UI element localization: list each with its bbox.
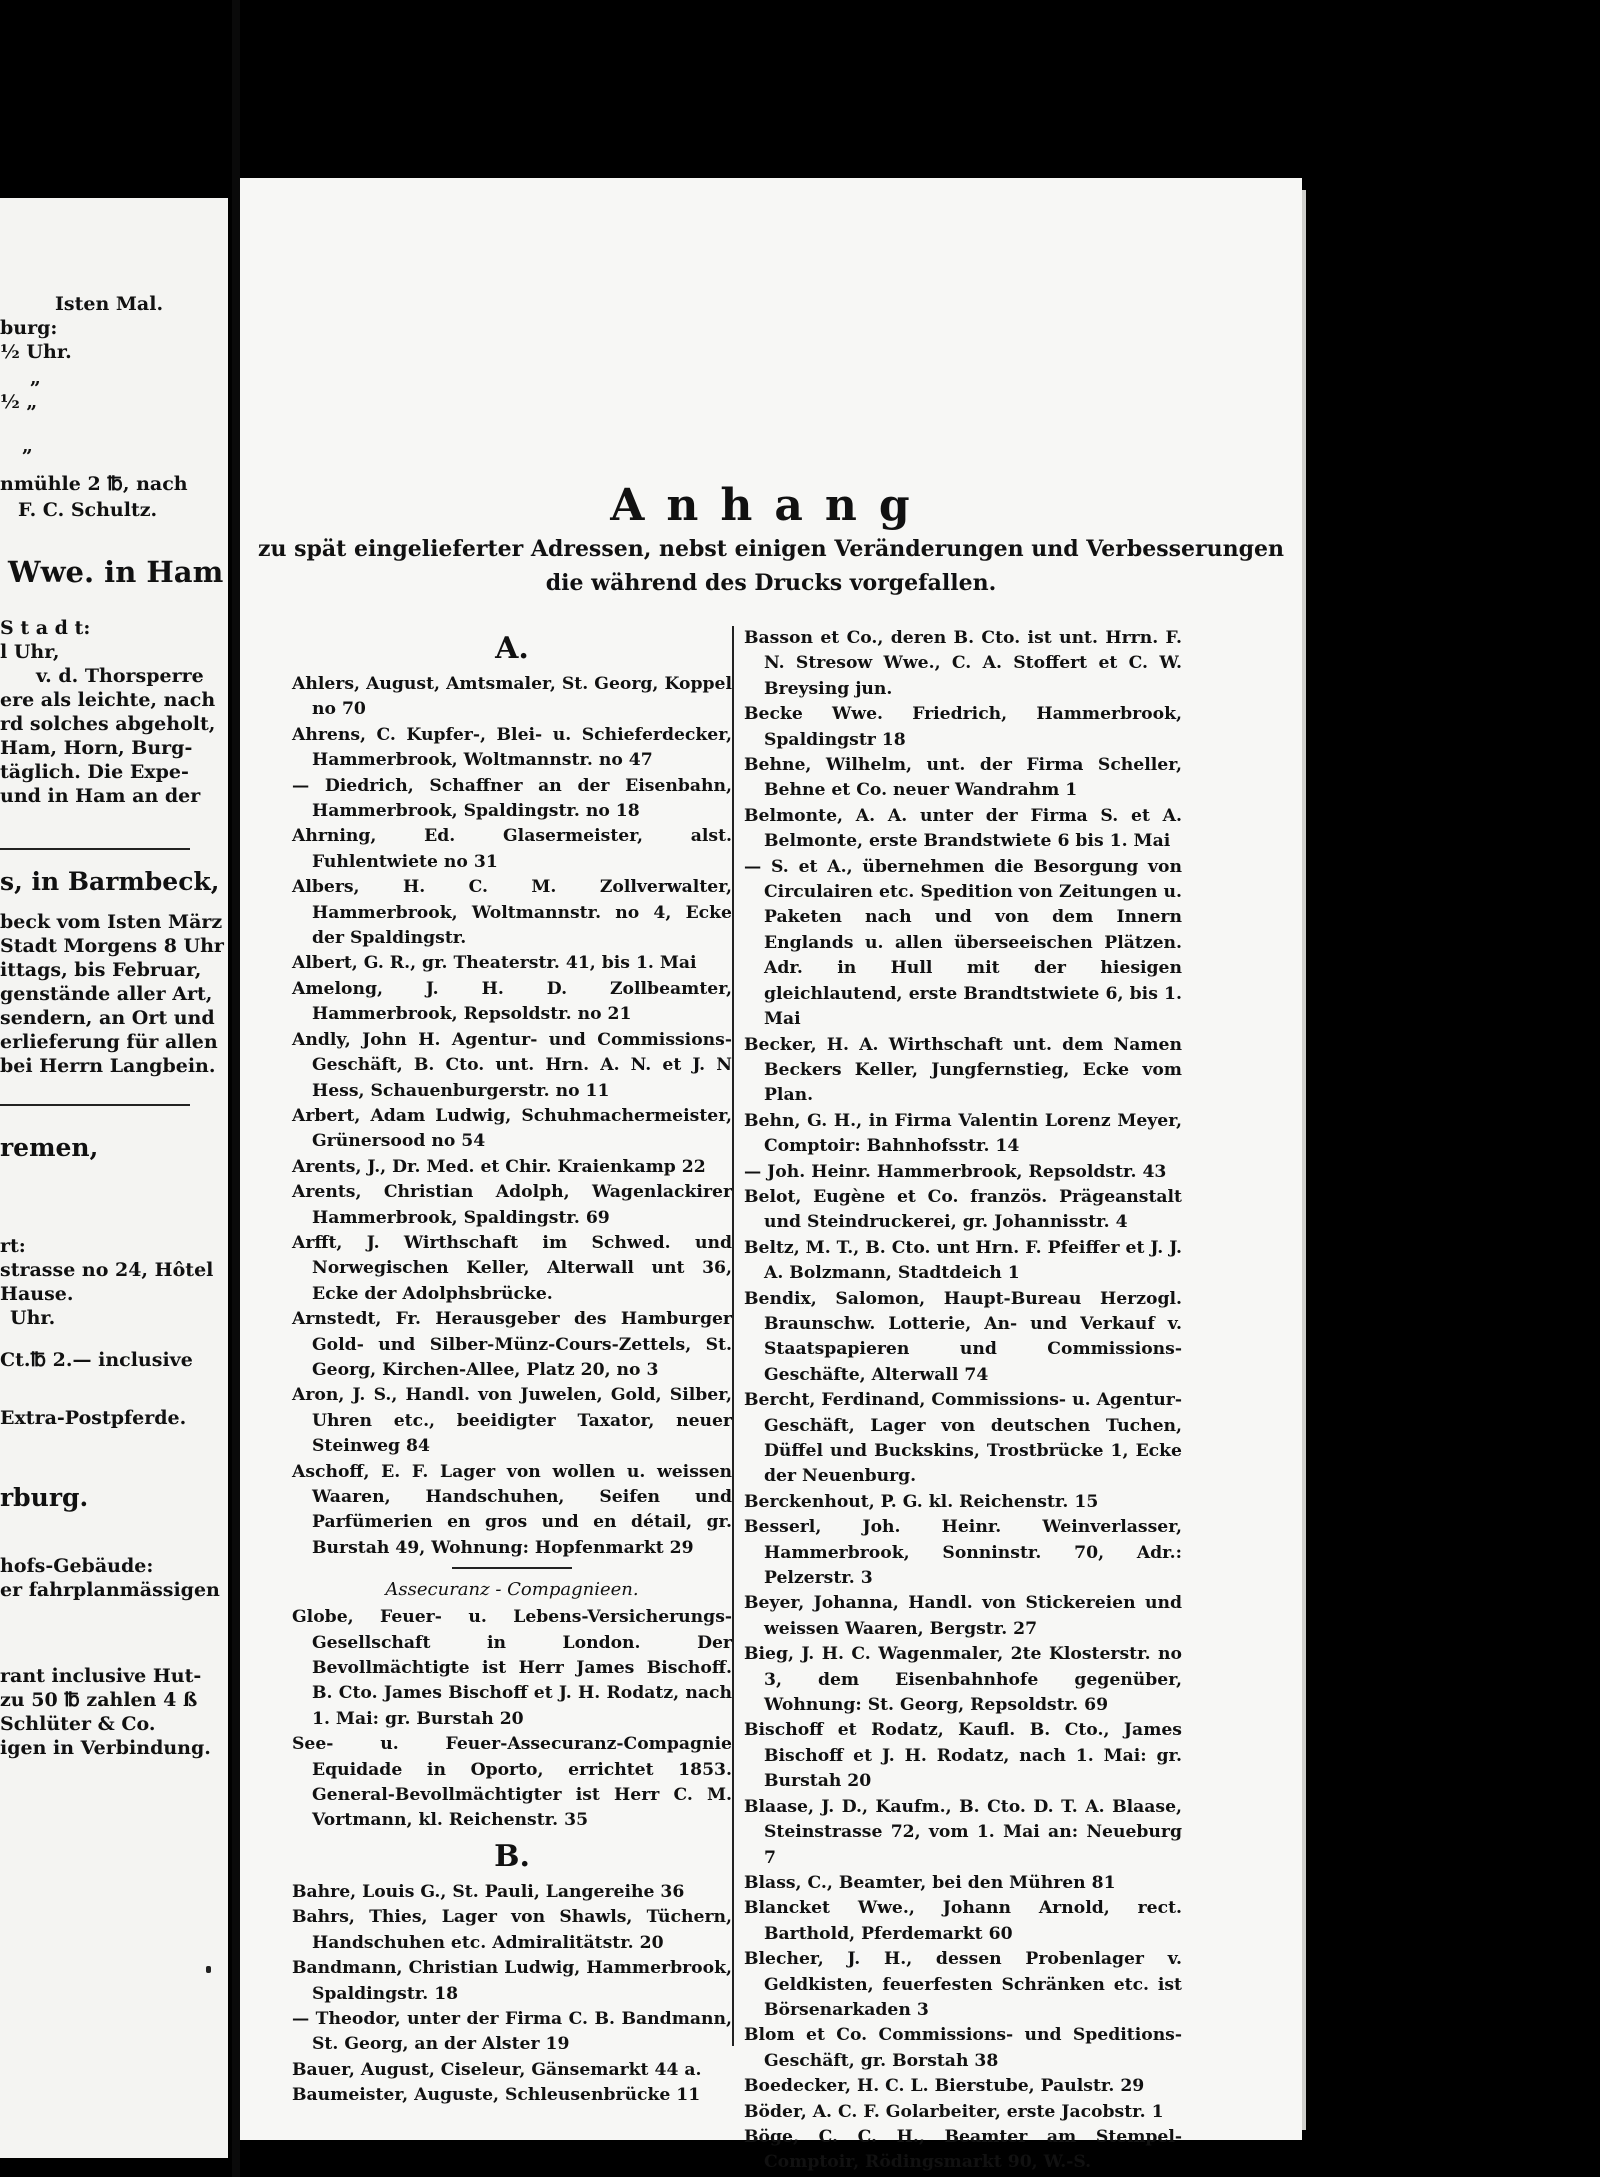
address-entry: See- u. Feuer-Assecuranz-Compagnie Equidade in Oporto, errichtet 1853. General-Bevollmächtigter ist Herr C. M. Vortmann, kl. Reichenstr. 35 bbox=[292, 1734, 732, 1831]
left-line: ittags, bis Februar, bbox=[0, 959, 202, 981]
address-entry: Bandmann, Christian Ludwig, Hammerbrook, Spaldingstr. 18 bbox=[292, 1958, 732, 2004]
address-entry: Arfft, J. Wirthschaft im Schwed. und Norwegischen Keller, Alterwall unt 36, Ecke der Adolphsbrücke. bbox=[292, 1232, 732, 1304]
section-title-assecuranz: Assecuranz - Compagnieen. bbox=[385, 1579, 639, 1601]
left-line: F. C. Schultz. bbox=[18, 499, 158, 521]
address-entry: Ahlers, August, Amtsmaler, St. Georg, Koppel no 70 bbox=[292, 674, 732, 720]
left-line: Ham, Horn, Burg- bbox=[0, 737, 193, 759]
left-line: beck vom Isten März bbox=[0, 911, 223, 933]
left-line: er fahrplanmässigen bbox=[0, 1579, 220, 1601]
left-line: und in Ham an der bbox=[0, 785, 201, 807]
address-entry: Berckenhout, P. G. kl. Reichenstr. 15 bbox=[744, 1491, 1099, 1512]
address-entry: Blaase, J. D., Kaufm., B. Cto. D. T. A. Blaase, Steinstrasse 72, vom 1. Mai an: Neueburg 7 bbox=[744, 1796, 1182, 1868]
left-line: hofs-Gebäude: bbox=[0, 1555, 154, 1577]
address-entry: Becke Wwe. Friedrich, Hammerbrook, Spaldingstr 18 bbox=[744, 704, 1182, 750]
left-line: l Uhr, bbox=[0, 641, 60, 663]
column-left bbox=[292, 626, 732, 2109]
address-entry: Blass, C., Beamter, bei den Mühren 81 bbox=[744, 1872, 1116, 1893]
address-entry: Bieg, J. H. C. Wagenmaler, 2te Klosterstr. no 3, dem Eisenbahnhofe gegenüber, Wohnung: St. Georg, Repsoldstr. 69 bbox=[744, 1644, 1182, 1716]
left-line: Wwe. in Ham bbox=[8, 555, 224, 589]
address-entry: Andly, John H. Agentur- und Commissions-Geschäft, B. Cto. unt. Hrn. A. N. et J. N Hess, Schauenburgerstr. no 11 bbox=[292, 1029, 732, 1101]
address-entry: Bercht, Ferdinand, Commissions- u. Agentur-Geschäft, Lager von deutschen Tuchen, Düffel und Buckskins, Trostbrücke 1, Ecke der Neuenburg. bbox=[744, 1390, 1182, 1487]
address-entry: Blancket Wwe., Johann Arnold, rect. Barthold, Pferdemarkt 60 bbox=[744, 1898, 1182, 1944]
page-subtitle: zu spät eingelieferter Adressen, nebst einigen Veränderungen und Verbesserungen bbox=[258, 536, 1284, 562]
left-page-fragment bbox=[0, 198, 228, 2158]
address-entry: Behne, Wilhelm, unt. der Firma Scheller, Behne et Co. neuer Wandrahm 1 bbox=[744, 755, 1182, 801]
left-line: Isten Mal. bbox=[55, 293, 164, 315]
left-line: nmühle 2 ℔, nach bbox=[0, 473, 188, 495]
address-entry: Albers, H. C. M. Zollverwalter, Hammerbrook, Woltmannstr. no 4, Ecke der Spaldingstr. bbox=[292, 877, 732, 949]
address-entry: Boedecker, H. C. L. Bierstube, Paulstr. 29 bbox=[744, 2076, 1145, 2097]
address-entry: Arents, Christian Adolph, Wagenlackirer Hammerbrook, Spaldingstr. 69 bbox=[292, 1182, 732, 1228]
address-entry: Bahrs, Thies, Lager von Shawls, Tüchern, Handschuhen etc. Admiralitätstr. 20 bbox=[292, 1907, 732, 1953]
left-line: Stadt Morgens 8 Uhr bbox=[0, 935, 224, 957]
address-entry: — Diedrich, Schaffner an der Eisenbahn, Hammerbrook, Spaldingstr. no 18 bbox=[292, 775, 732, 822]
address-entry: — S. et A., übernehmen die Besorgung von Circulairen etc. Spedition von Zeitungen u. Paketen nach und von dem Innern Englands u. allen überseeischen Plätzen. Adr. in Hull mit der hiesigen gleichlautend, erste Brandtstwiete 6, bis 1. Mai bbox=[744, 856, 1182, 1030]
address-entry: Amelong, J. H. D. Zollbeamter, Hammerbrook, Repsoldstr. no 21 bbox=[292, 978, 732, 1025]
address-entry: Bischoff et Rodatz, Kaufl. B. Cto., James Bischoff et J. H. Rodatz, nach 1. Mai: gr. Burstah 20 bbox=[744, 1720, 1182, 1792]
address-entry: Arents, J., Dr. Med. et Chir. Kraienkamp 22 bbox=[292, 1156, 706, 1177]
left-line: burg: bbox=[0, 317, 58, 339]
address-entry: Arbert, Adam Ludwig, Schuhmachermeister, Grünersood no 54 bbox=[292, 1105, 732, 1152]
address-entry: Belmonte, A. A. unter der Firma S. et A. Belmonte, erste Brandstwiete 6 bis 1. Mai bbox=[744, 805, 1182, 852]
address-entry: Globe, Feuer- u. Lebens-Versicherungs-Gesellschaft in London. Der Bevollmächtigte ist Herr James Bischoff. B. Cto. James Bischoff et J. H. Rodatz, nach 1. Mai: gr. Burstah 20 bbox=[292, 1607, 732, 1729]
left-line: Hause. bbox=[0, 1283, 74, 1305]
left-line: rant inclusive Hut- bbox=[0, 1665, 202, 1687]
left-line: rburg. bbox=[0, 1483, 89, 1512]
left-line: täglich. Die Expe- bbox=[0, 761, 189, 783]
left-line: Schlüter & Co. bbox=[0, 1713, 156, 1735]
left-line: „ bbox=[22, 435, 33, 457]
ink-spot bbox=[206, 1966, 211, 1973]
left-line: rt: bbox=[0, 1235, 26, 1257]
address-entry: Basson et Co., deren B. Cto. ist unt. Hrrn. F. N. Stresow Wwe., C. A. Stoffert et C. W. Breysing jun. bbox=[744, 628, 1182, 699]
left-line: genstände aller Art, bbox=[0, 983, 213, 1005]
left-line: remen, bbox=[0, 1133, 99, 1162]
section-heading-a: A. bbox=[495, 631, 529, 666]
divider bbox=[0, 848, 190, 850]
address-entry: — Joh. Heinr. Hammerbrook, Repsoldstr. 43 bbox=[744, 1161, 1167, 1182]
address-entry: Ahrning, Ed. Glasermeister, alst. Fuhlentwiete no 31 bbox=[292, 826, 732, 872]
address-entry: Belot, Eugène et Co. französ. Prägeanstalt und Steindruckerei, gr. Johannisstr. 4 bbox=[744, 1186, 1182, 1233]
divider bbox=[0, 1104, 190, 1106]
right-page bbox=[240, 178, 1302, 2173]
address-entry: Aschoff, E. F. Lager von wollen u. weissen Waaren, Handschuhen, Seifen und Parfümerien en gros und en détail, gr. Burstah 49, Wohnung: Hopfenmarkt 29 bbox=[292, 1461, 732, 1558]
address-entry: Baumeister, Auguste, Schleusenbrücke 11 bbox=[292, 2085, 701, 2106]
gutter bbox=[232, 0, 240, 2177]
divider bbox=[452, 1567, 572, 1569]
left-line: ½ Uhr. bbox=[0, 341, 72, 363]
address-entry: Arnstedt, Fr. Herausgeber des Hamburger Gold- und Silber-Münz-Cours-Zettels, St. Georg, Kirchen-Allee, Platz 20, no 3 bbox=[292, 1309, 732, 1380]
left-line: „ bbox=[30, 367, 41, 389]
left-line: Uhr. bbox=[10, 1307, 56, 1329]
address-entry: Böge, C. C. H., Beamter am Stempel-Comptoir, Rödingsmarkt 90, W.-S. bbox=[744, 2126, 1182, 2173]
page-title: Anhang bbox=[610, 480, 932, 531]
address-entry: Blom et Co. Commissions- und Speditions-Geschäft, gr. Borstah 38 bbox=[744, 2025, 1182, 2071]
left-line: Ct.℔ 2.— inclusive bbox=[0, 1349, 193, 1371]
left-line: S t a d t: bbox=[0, 617, 91, 639]
left-line: ½ „ bbox=[0, 391, 38, 413]
address-entry: Besserl, Joh. Heinr. Weinverlasser, Hammerbrook, Sonninstr. 70, Adr.: Pelzerstr. 3 bbox=[744, 1517, 1182, 1589]
column-divider bbox=[732, 626, 734, 2046]
left-line: igen in Verbindung. bbox=[0, 1737, 211, 1759]
address-entry: Albert, G. R., gr. Theaterstr. 41, bis 1. Mai bbox=[292, 953, 697, 974]
left-line: s, in Barmbeck, bbox=[0, 867, 220, 896]
address-entry: Bahre, Louis G., St. Pauli, Langereihe 36 bbox=[292, 1881, 685, 1902]
left-line: v. d. Thorsperre bbox=[36, 665, 204, 687]
address-entry: Bauer, August, Ciseleur, Gänsemarkt 44 a. bbox=[292, 2059, 702, 2080]
address-entry: Böder, A. C. F. Golarbeiter, erste Jacobstr. 1 bbox=[744, 2101, 1164, 2122]
left-line: erlieferung für allen bbox=[0, 1031, 218, 1053]
left-line: ere als leichte, nach bbox=[0, 689, 216, 711]
address-entry: — Theodor, unter der Firma C. B. Bandmann, St. Georg, an der Alster 19 bbox=[292, 2008, 732, 2055]
section-heading-b: B. bbox=[494, 1838, 530, 1874]
left-line: Extra-Postpferde. bbox=[0, 1407, 187, 1429]
page-subtitle: die während des Drucks vorgefallen. bbox=[545, 570, 997, 596]
left-line: sendern, an Ort und bbox=[0, 1007, 215, 1029]
address-entry: Behn, G. H., in Firma Valentin Lorenz Meyer, Comptoir: Bahnhofsstr. 14 bbox=[744, 1110, 1182, 1157]
left-line: zu 50 ℔ zahlen 4 ß bbox=[0, 1689, 198, 1711]
book-spine bbox=[138, 0, 160, 205]
left-line: bei Herrn Langbein. bbox=[0, 1055, 216, 1077]
left-line: rd solches abgeholt, bbox=[0, 713, 216, 735]
address-entry: Blecher, J. H., dessen Probenlager v. Geldkisten, feuerfesten Schränken etc. ist Börsenarkaden 3 bbox=[744, 1949, 1182, 2020]
address-entry: Aron, J. S., Handl. von Juwelen, Gold, Silber, Uhren etc., beeidigter Taxator, neuer Steinweg 84 bbox=[292, 1385, 732, 1457]
left-line: strasse no 24, Hôtel bbox=[0, 1259, 214, 1281]
address-entry: Ahrens, C. Kupfer-, Blei- u. Schieferdecker, Hammerbrook, Woltmannstr. no 47 bbox=[292, 724, 732, 771]
address-entry: Becker, H. A. Wirthschaft unt. dem Namen Beckers Keller, Jungfernstieg, Ecke vom Plan. bbox=[744, 1034, 1182, 1106]
address-entry: Beyer, Johanna, Handl. von Stickereien und weissen Waaren, Bergstr. 27 bbox=[744, 1593, 1182, 1639]
address-entry: Bendix, Salomon, Haupt-Bureau Herzogl. Braunschw. Lotterie, An- und Verkauf v. Staatspapieren und Commissions-Geschäfte, Alterwall 74 bbox=[744, 1288, 1182, 1385]
column-right bbox=[744, 626, 1182, 2176]
address-entry: Beltz, M. T., B. Cto. unt Hrn. F. Pfeiffer et J. J. A. Bolzmann, Stadtdeich 1 bbox=[744, 1237, 1182, 1284]
page-edge bbox=[1302, 190, 1306, 2130]
